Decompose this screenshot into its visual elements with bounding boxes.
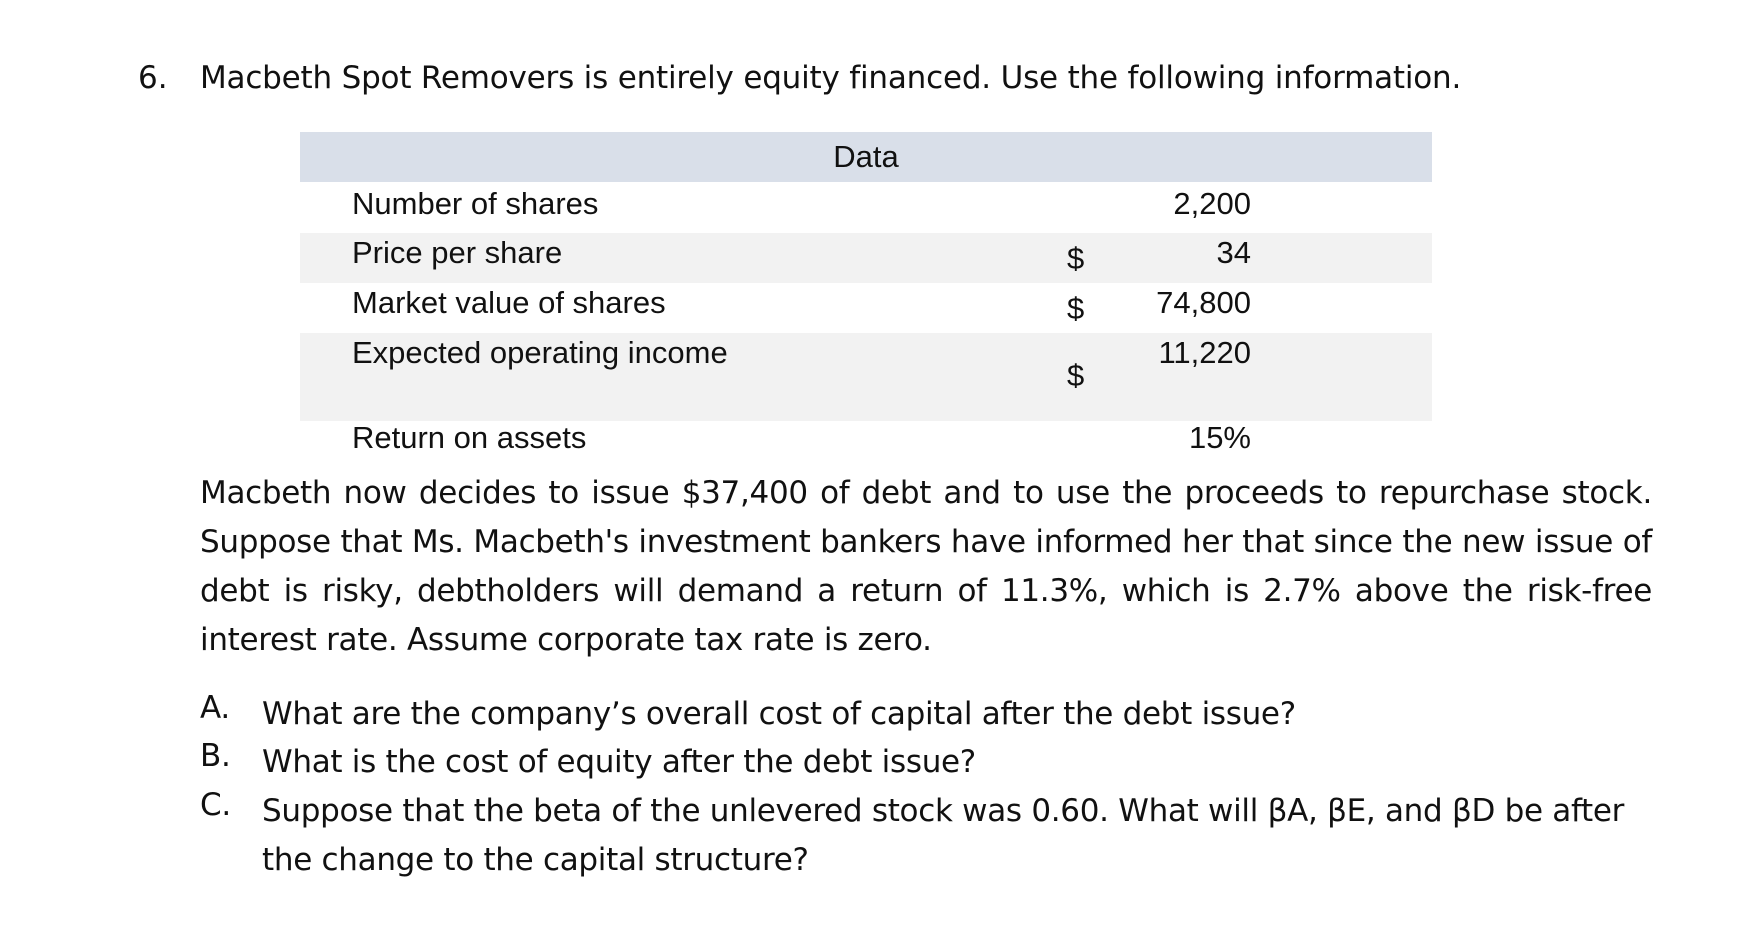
subquestion-text: What is the cost of equity after the debt issue? — [262, 744, 976, 780]
problem-paragraph: Macbeth now decides to issue $37,400 of debt and to use the proceeds to repurchase stock. Suppose that Ms. Macbeth's investment bankers have informed her that since the new issue of debt is risky, debtholders will demand a return of 11.3%, which is 2.7% above the risk-free interest rate. Assume corporate tax rate is zero. — [200, 475, 1652, 658]
table-row-label: Number of shares — [352, 186, 599, 221]
question-number: 6. — [138, 60, 168, 96]
subquestion-text: Suppose that the beta of the unlevered stock was 0.60. What will βA, βE, and βD be after the change to the capital structure? — [262, 793, 1625, 878]
subquestion-letter: B. — [200, 738, 231, 774]
table-row-value: 34 — [1216, 235, 1251, 270]
table-row-label: Price per share — [352, 235, 563, 270]
table-row-value: 15% — [1188, 420, 1251, 455]
table-row-label: Market value of shares — [352, 285, 666, 320]
subquestion-text: What are the company’s overall cost of capital after the debt issue? — [262, 696, 1296, 732]
subquestion-letter: C. — [200, 787, 231, 823]
table-row-value: 11,220 — [1158, 335, 1251, 370]
table-row-currency: $ — [1067, 241, 1085, 276]
table-row-label: Return on assets — [352, 420, 587, 455]
table-row-value: 74,800 — [1156, 285, 1251, 320]
question-intro: Macbeth Spot Removers is entirely equity financed. Use the following information. — [200, 60, 1462, 96]
subquestion-letter: A. — [200, 690, 230, 726]
table-header — [300, 132, 1432, 182]
table-header-label: Data — [833, 139, 899, 174]
table-row-currency: $ — [1067, 358, 1085, 393]
table-row-value: 2,200 — [1173, 186, 1251, 221]
table-row-currency: $ — [1067, 291, 1085, 326]
data-table — [300, 132, 1432, 462]
table-row-label: Expected operating income — [352, 335, 728, 370]
